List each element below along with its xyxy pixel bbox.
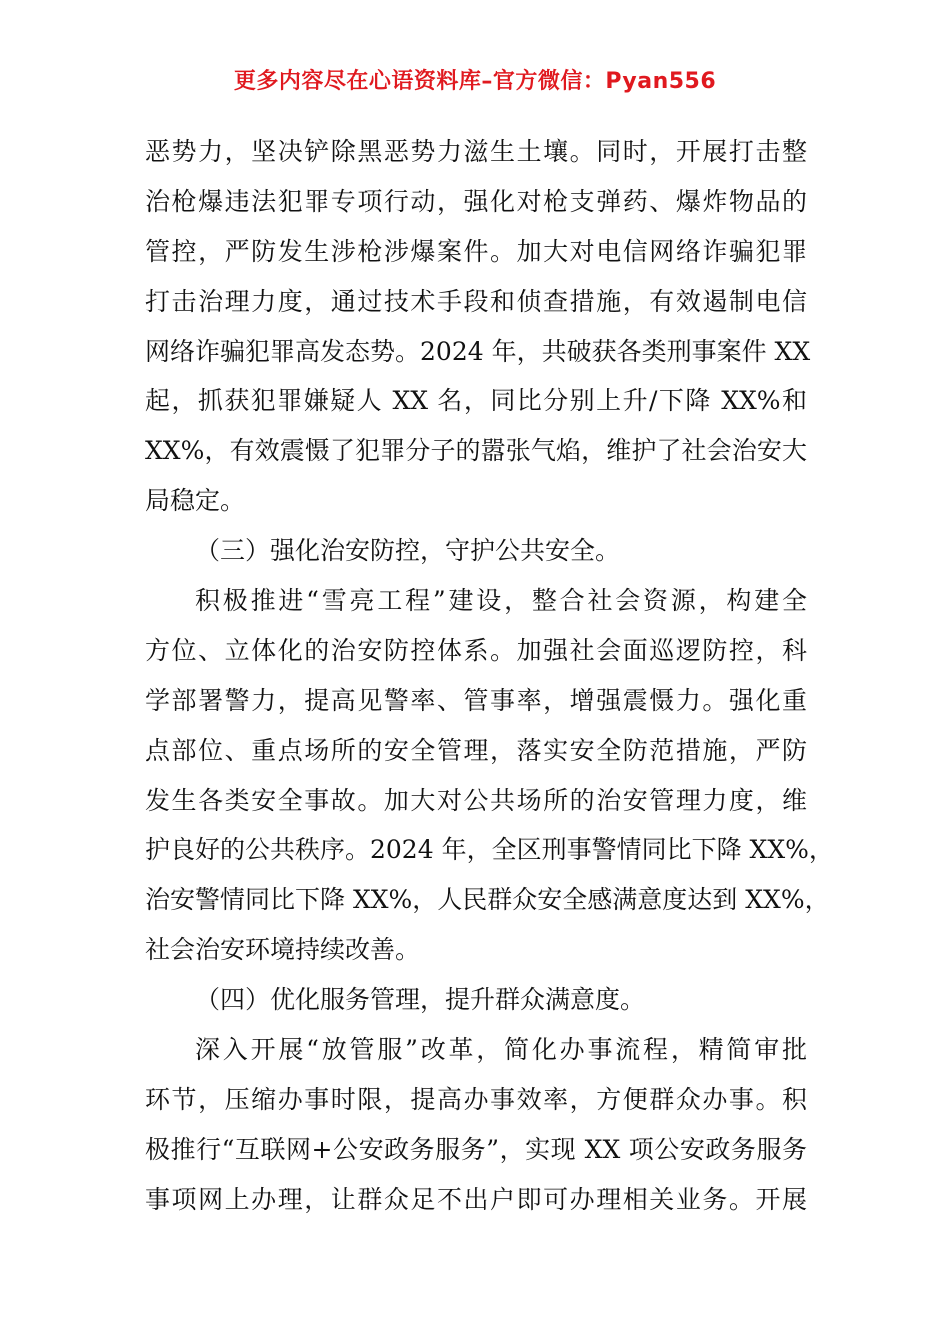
body-line: 方位、立体化的治安防控体系。加强社会面巡逻防控，科 — [145, 635, 807, 665]
body-line: 网络诈骗犯罪高发态势。2024 年，共破获各类刑事案件 XX — [145, 336, 811, 366]
body-line: 环节，压缩办事时限，提高办事效率，方便群众办事。积 — [145, 1084, 807, 1114]
body-line: 局稳定。 — [145, 486, 246, 516]
body-line: 学部署警力，提高见警率、管事率，增强震慑力。强化重 — [145, 685, 807, 715]
body-line: 社会治安环境持续改善。 — [145, 935, 421, 965]
watermark-header: 更多内容尽在心语资料库–官方微信：Pyan556 — [233, 69, 717, 94]
body-line: 管控，严防发生涉枪涉爆案件。加大对电信网络诈骗犯罪 — [145, 236, 807, 266]
body-line: 深入开展“放管服”改革，简化办事流程，精简审批 — [195, 1035, 807, 1065]
body-line: 事项网上办理，让群众足不出户即可办理相关业务。开展 — [145, 1184, 807, 1214]
body-line: 极推行“互联网+公安政务服务”，实现 XX 项公安政务服务 — [145, 1134, 807, 1164]
body-line: 恶势力，坚决铲除黑恶势力滋生土壤。同时，开展打击整 — [145, 137, 807, 166]
body-line: 发生各类安全事故。加大对公共场所的治安管理力度，维 — [145, 785, 807, 815]
body-line: 治枪爆违法犯罪专项行动，强化对枪支弹药、爆炸物品的 — [145, 186, 807, 216]
body-line: 治安警情同比下降 XX%，人民群众安全感满意度达到 XX%， — [145, 885, 830, 915]
body-line: 打击治理力度，通过技术手段和侦查措施，有效遏制电信 — [145, 286, 807, 316]
section-heading: （三）强化治安防控，守护公共安全。 — [195, 536, 621, 566]
section-heading: （四）优化服务管理，提升群众满意度。 — [195, 985, 646, 1015]
body-line: 护良好的公共秩序。2024 年，全区刑事警情同比下降 XX%， — [145, 835, 834, 865]
body-line: XX%，有效震慑了犯罪分子的嚣张气焰，维护了社会治安大 — [145, 436, 807, 466]
body-line: 点部位、重点场所的安全管理，落实安全防范措施，严防 — [145, 735, 807, 765]
body-line: 起，抓获犯罪嫌疑人 XX 名，同比分别上升/下降 XX%和 — [145, 386, 807, 416]
document-body — [145, 134, 834, 1232]
body-line: 积极推进“雪亮工程”建设，整合社会资源，构建全 — [195, 586, 807, 616]
